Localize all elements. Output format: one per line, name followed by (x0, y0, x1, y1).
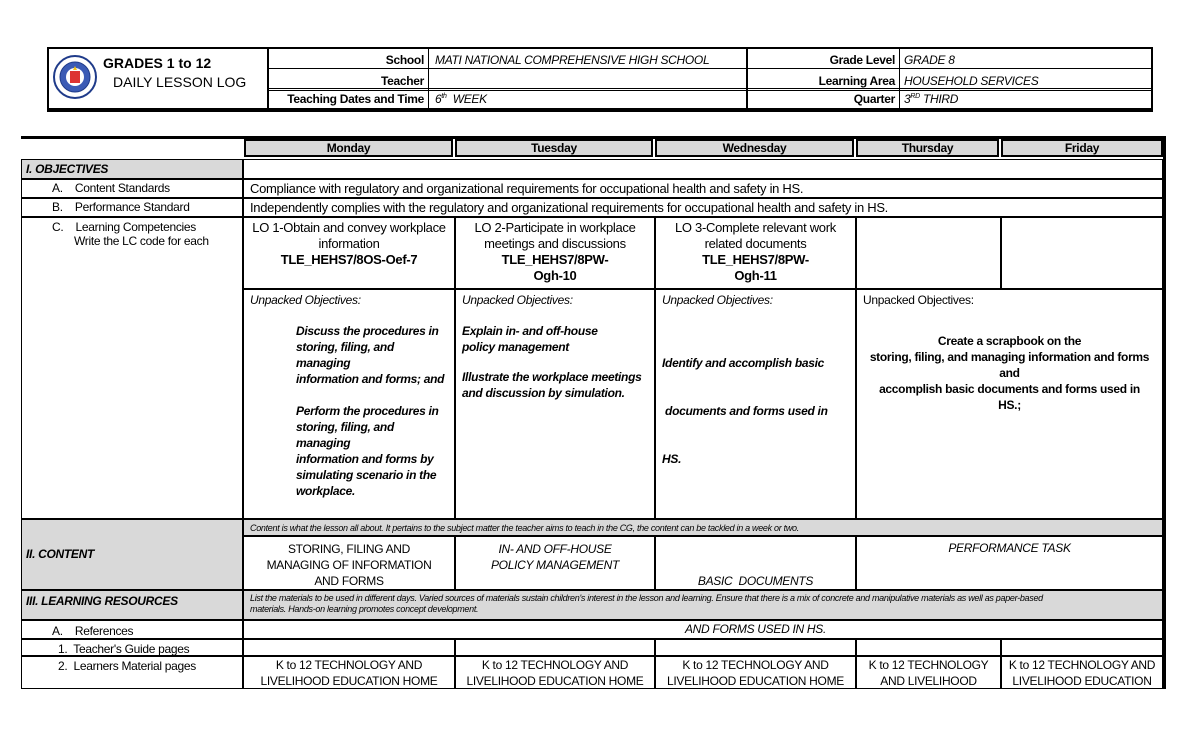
deped-seal-logo (53, 55, 97, 99)
header-title-line1: GRADES 1 to 12 (103, 55, 212, 71)
tg-friday (1001, 639, 1163, 656)
tg-thursday (856, 639, 1001, 656)
header-table (47, 47, 1153, 112)
day-header-friday: Friday (1001, 139, 1163, 157)
objectives-heading: I. OBJECTIVES (21, 159, 243, 179)
content-heading: II. CONTENT (21, 519, 243, 590)
content-note: Content is what the lesson all about. It pertains to the subject matter the teacher aims to teach in the CG, the content can be tackled in a week or two. (243, 519, 1163, 536)
performance-standard-value: Independently complies with the regulatory and organizational requirements for occupational health and safety in HS. (243, 198, 1163, 217)
content-tuesday: IN- AND OFF-HOUSE POLICY MANAGEMENT (455, 536, 655, 590)
grade-level-value: GRADE 8 (904, 53, 955, 67)
unpacked-thursday-friday: Unpacked Objectives: Create a scrapbook on the storing, filing, and managing information and forms and accomplish basic documents and forms used in HS.; (856, 289, 1163, 519)
lc-tuesday: LO 2-Participate in workplace meetings and discussions TLE_HEHS7/8PW- Ogh-10 (455, 217, 655, 289)
tg-tuesday (455, 639, 655, 656)
lc-thursday (856, 217, 1001, 289)
content-monday: STORING, FILING AND MANAGING OF INFORMATION AND FORMS (243, 536, 455, 590)
resources-note: List the materials to be used in different days. Varied sources of materials sustain children's interest in the lesson and learning. Ensure that there is a mix of concrete and manipulative materials as well as paper-based materials. Hands-on learning promotes concept development. (243, 590, 1163, 620)
unpacked-wednesday: Unpacked Objectives: Identify and accomplish basic documents and forms used in HS. (655, 289, 856, 519)
references-filler (243, 620, 1163, 639)
resources-heading: III. LEARNING RESOURCES (21, 590, 243, 620)
header-title-line2: DAILY LESSON LOG (113, 74, 247, 90)
performance-standard-label: B. Performance Standard (21, 198, 243, 217)
lm-tuesday: K to 12 TECHNOLOGY AND LIVELIHOOD EDUCATION HOME (455, 656, 655, 689)
learning-competencies-label: C. Learning Competencies Write the LC code for each (21, 217, 243, 519)
objectives-heading-filler (243, 159, 1163, 179)
unpacked-monday: Unpacked Objectives: Discuss the procedures in storing, filing, and managing information and forms; and Perform the procedures in storing, filing, and managing information and forms by simulating scenario in the workplace. (243, 289, 455, 519)
grade-level-label: Grade Level (829, 53, 895, 67)
learning-area-value: HOUSEHOLD SERVICES (904, 74, 1039, 88)
quarter-value: 3RD THIRD (904, 92, 959, 106)
references-label: A. References (21, 620, 243, 639)
learning-area-label: Learning Area (818, 74, 895, 88)
tg-wednesday (655, 639, 856, 656)
lm-monday: K to 12 TECHNOLOGY AND LIVELIHOOD EDUCATION HOME (243, 656, 455, 689)
day-header-monday: Monday (244, 139, 453, 157)
school-label: School (385, 53, 424, 67)
tg-monday (243, 639, 455, 656)
content-standards-label: A. Content Standards (21, 179, 243, 198)
content-thursday-friday: PERFORMANCE TASK (856, 536, 1163, 590)
quarter-label: Quarter (853, 92, 895, 106)
day-header-tuesday: Tuesday (455, 139, 653, 157)
content-wednesday: BASIC DOCUMENTS AND FORMS USED IN HS. (655, 536, 856, 590)
lc-monday: LO 1-Obtain and convey workplace information TLE_HEHS7/8OS-Oef-7 (243, 217, 455, 289)
day-header-wednesday: Wednesday (655, 139, 854, 157)
teacher-label: Teacher (380, 74, 424, 88)
lc-wednesday: LO 3-Complete relevant work related documents TLE_HEHS7/8PW- Ogh-11 (655, 217, 856, 289)
learners-material-label: 2. Learners Material pages (21, 656, 243, 689)
content-standards-value: Compliance with regulatory and organizational requirements for occupational health and safety in HS. (243, 179, 1163, 198)
lm-thursday: K to 12 TECHNOLOGY AND LIVELIHOOD (856, 656, 1001, 689)
dates-value: 6th WEEK (435, 92, 487, 106)
lm-friday: K to 12 TECHNOLOGY AND LIVELIHOOD EDUCATION (1001, 656, 1163, 689)
lm-wednesday: K to 12 TECHNOLOGY AND LIVELIHOOD EDUCATION HOME (655, 656, 856, 689)
lc-friday (1001, 217, 1163, 289)
unpacked-tuesday: Unpacked Objectives: Explain in- and off-house policy management Illustrate the workplace meetings and discussion by simulation. (455, 289, 655, 519)
school-value: MATI NATIONAL COMPREHENSIVE HIGH SCHOOL (435, 53, 710, 67)
dates-label: Teaching Dates and Time (287, 92, 424, 106)
teachers-guide-label: 1. Teacher's Guide pages (21, 639, 243, 656)
day-header-thursday: Thursday (856, 139, 999, 157)
